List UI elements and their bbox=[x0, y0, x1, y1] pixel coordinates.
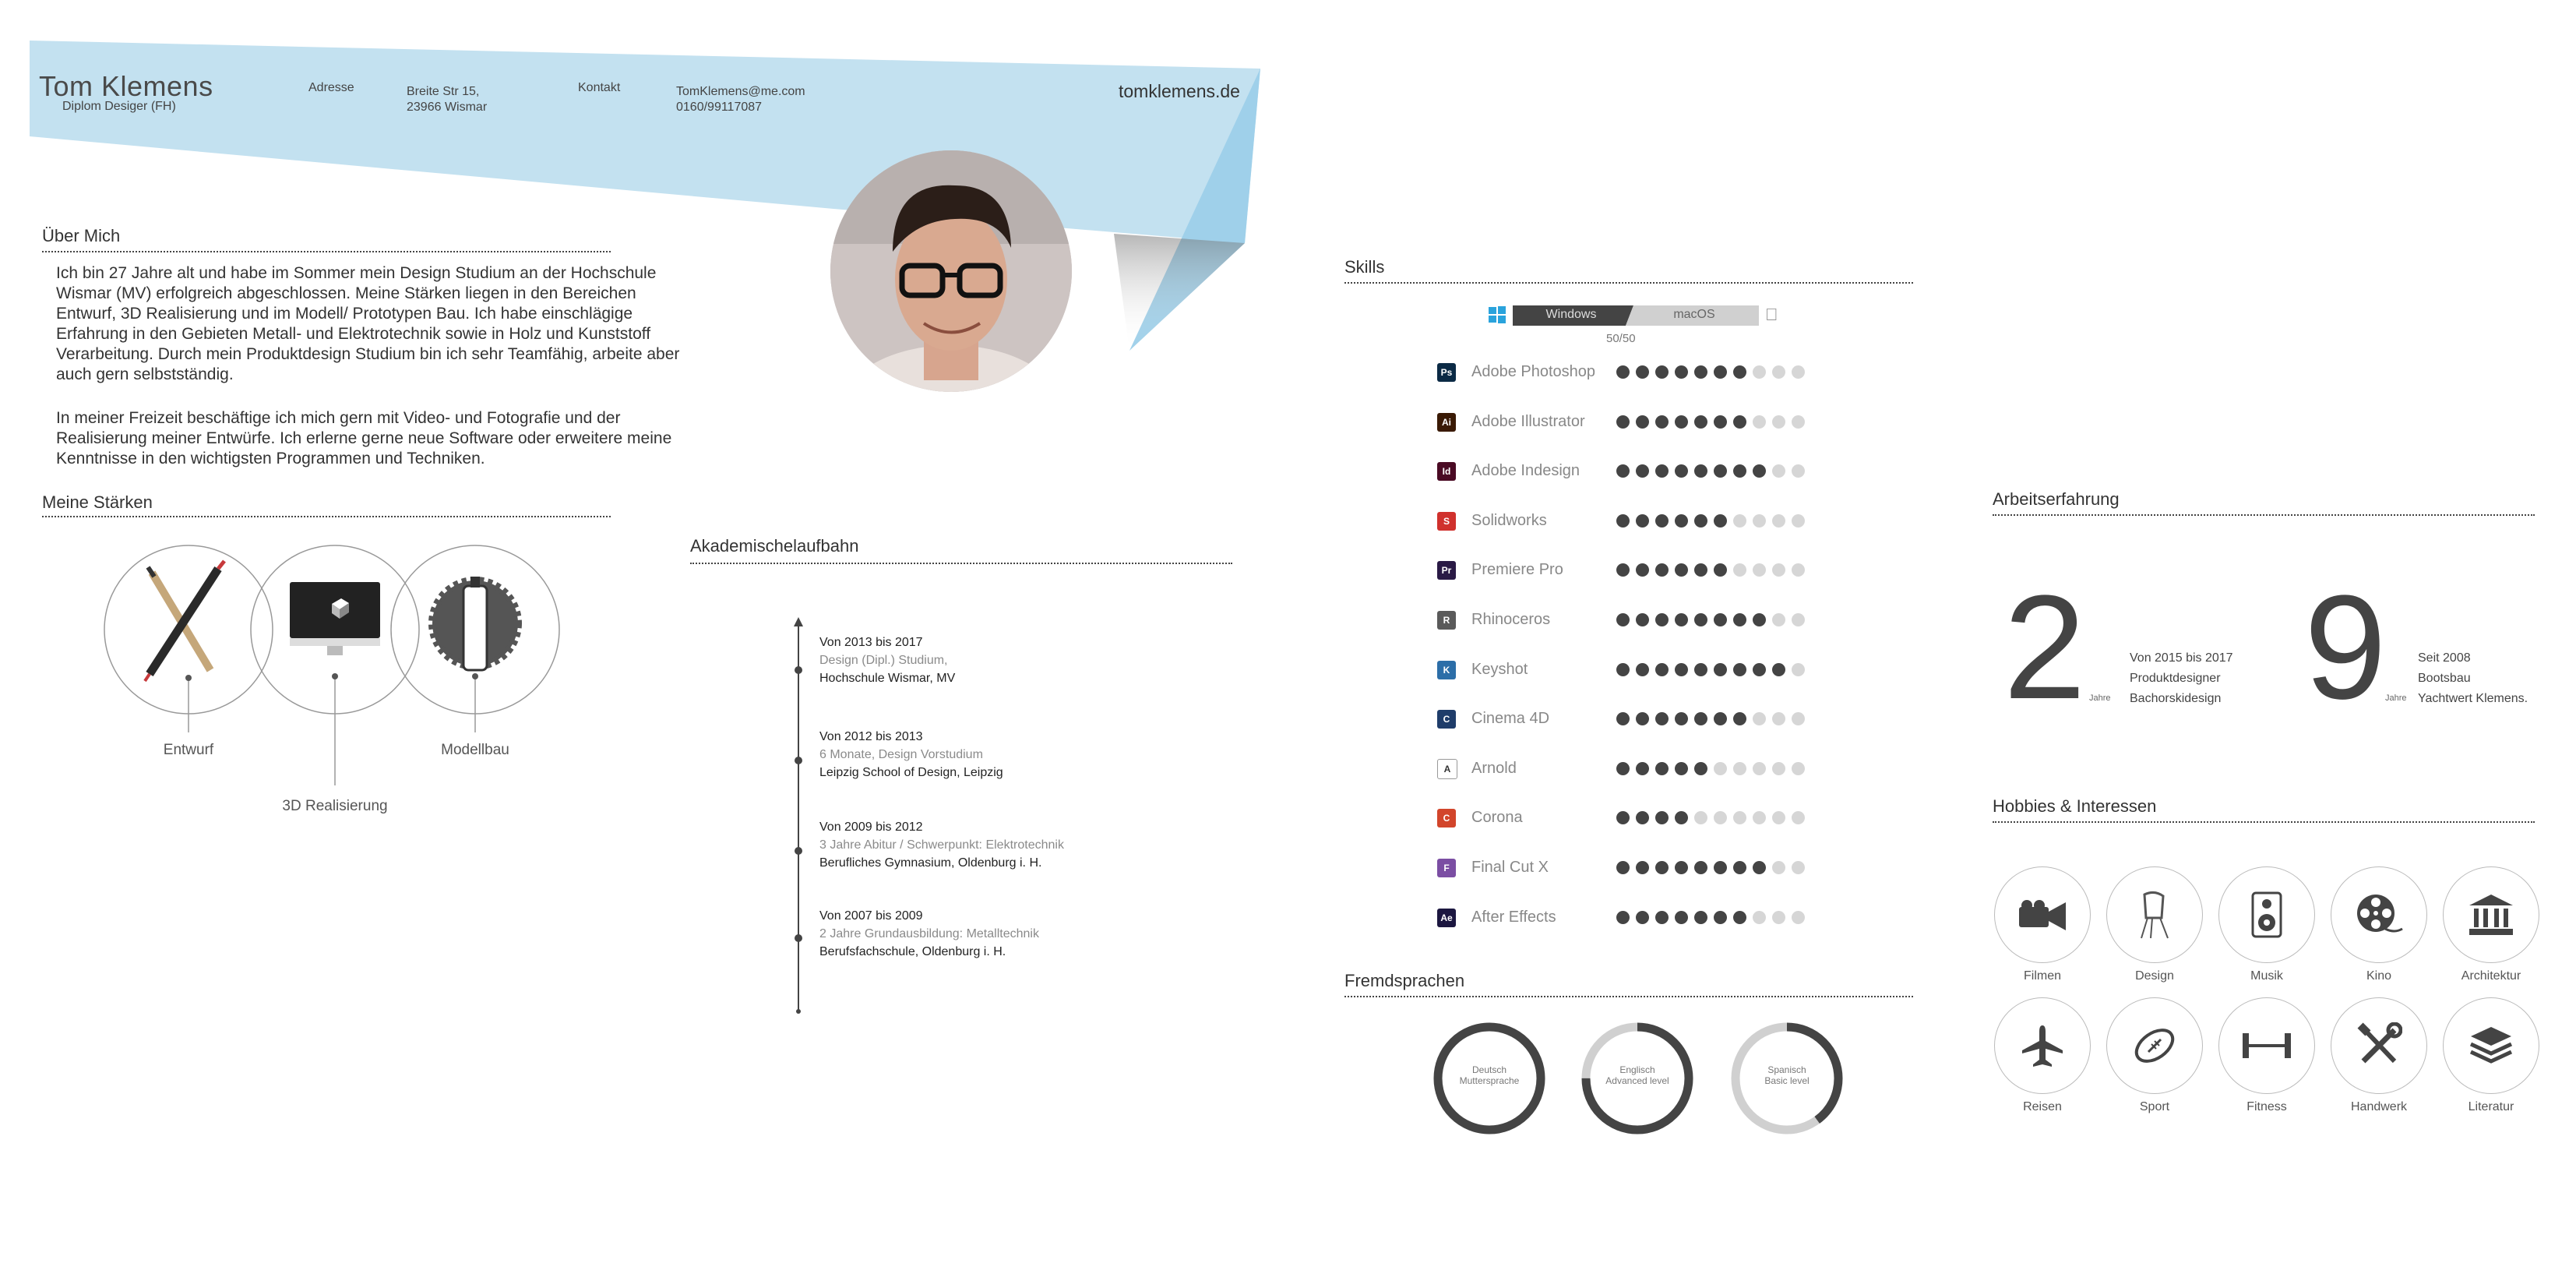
skill-level-dots bbox=[1616, 464, 1805, 478]
skill-dot bbox=[1714, 613, 1727, 626]
skill-name: Adobe Photoshop bbox=[1471, 363, 1596, 380]
skill-level-dots bbox=[1616, 712, 1805, 725]
skill-dot bbox=[1636, 563, 1649, 577]
skill-dot bbox=[1675, 613, 1688, 626]
hobby-architektur: Architektur bbox=[2443, 866, 2539, 983]
skill-dot bbox=[1714, 514, 1727, 528]
skill-dot bbox=[1616, 613, 1630, 626]
skill-dot bbox=[1772, 762, 1785, 775]
film-reel-icon bbox=[2331, 866, 2427, 963]
skill-dot bbox=[1733, 712, 1746, 725]
skill-name: Keyshot bbox=[1471, 661, 1528, 678]
experience-years-2: 9 bbox=[2304, 565, 2387, 730]
hobbies-title: Hobbies & Interessen bbox=[1993, 796, 2157, 816]
skill-name: Cinema 4D bbox=[1471, 710, 1550, 727]
skill-level-dots bbox=[1616, 663, 1805, 676]
skill-dot bbox=[1772, 811, 1785, 824]
arnold-icon: A bbox=[1437, 759, 1457, 779]
skill-dot bbox=[1675, 861, 1688, 874]
skill-dot bbox=[1675, 514, 1688, 528]
skill-level-dots bbox=[1616, 911, 1805, 924]
skill-name: Adobe Illustrator bbox=[1471, 413, 1585, 430]
skill-dot bbox=[1753, 911, 1766, 924]
skill-dot bbox=[1655, 911, 1669, 924]
skill-dot bbox=[1733, 563, 1746, 577]
address-label: Adresse bbox=[308, 81, 354, 94]
hobby-literatur: Literatur bbox=[2443, 997, 2539, 1114]
skill-dot bbox=[1694, 514, 1707, 528]
skill-dot bbox=[1753, 762, 1766, 775]
experience-divider bbox=[1993, 514, 2535, 516]
skill-dot bbox=[1616, 663, 1630, 676]
skill-dot bbox=[1753, 464, 1766, 478]
skill-dot bbox=[1792, 365, 1805, 379]
skill-row bbox=[1437, 360, 1842, 385]
skill-dot bbox=[1655, 514, 1669, 528]
skill-dot bbox=[1714, 464, 1727, 478]
skill-dot bbox=[1714, 762, 1727, 775]
experience-details-1: Von 2015 bis 2017 Produktdesigner Bachorskidesign bbox=[2130, 651, 2233, 705]
email-text[interactable]: TomKlemens@me.com bbox=[676, 85, 805, 98]
skill-dot bbox=[1636, 464, 1649, 478]
skill-dot bbox=[1616, 911, 1630, 924]
skill-dot bbox=[1694, 365, 1707, 379]
hobby-sport: Sport bbox=[2106, 997, 2203, 1114]
skill-row bbox=[1437, 509, 1842, 534]
phone-text[interactable]: 0160/99117087 bbox=[676, 101, 763, 114]
skill-dot bbox=[1714, 365, 1727, 379]
hobby-kino: Kino bbox=[2331, 866, 2427, 983]
skills-title: Skills bbox=[1344, 257, 1385, 277]
premiere-icon: Pr bbox=[1437, 561, 1456, 580]
skill-dot bbox=[1655, 613, 1669, 626]
skill-dot bbox=[1753, 663, 1766, 676]
solidworks-icon: S bbox=[1437, 512, 1456, 531]
skill-dot bbox=[1714, 811, 1727, 824]
skill-dot bbox=[1675, 464, 1688, 478]
skill-dot bbox=[1655, 563, 1669, 577]
airplane-icon bbox=[1994, 997, 2091, 1094]
timeline-line bbox=[787, 616, 810, 1021]
language-englisch: Englisch Advanced level bbox=[1605, 1064, 1669, 1086]
skill-dot bbox=[1655, 663, 1669, 676]
skill-dot bbox=[1772, 613, 1785, 626]
skill-dot bbox=[1733, 762, 1746, 775]
skill-dot bbox=[1733, 663, 1746, 676]
timeline-entry: Von 2007 bis 2009 2 Jahre Grundausbildung: Metalltechnik Berufsfachschule, Oldenburg i. H. bbox=[819, 909, 1039, 958]
skill-dot bbox=[1616, 365, 1630, 379]
skill-dot bbox=[1733, 464, 1746, 478]
skill-dot bbox=[1772, 563, 1785, 577]
skill-row bbox=[1437, 410, 1842, 435]
job-title: Diplom Desiger (FH) bbox=[62, 100, 176, 113]
windows-icon bbox=[1488, 305, 1506, 328]
languages-divider bbox=[1344, 996, 1913, 997]
skill-dot bbox=[1675, 563, 1688, 577]
skill-dot bbox=[1714, 415, 1727, 429]
corona-icon: C bbox=[1437, 809, 1456, 827]
hobby-musik: Musik bbox=[2218, 866, 2315, 983]
skill-dot bbox=[1733, 811, 1746, 824]
keyshot-icon: K bbox=[1437, 661, 1456, 679]
cinema4d-icon: C bbox=[1437, 710, 1456, 729]
experience-details-2: Seit 2008 Bootsbau Yachtwert Klemens. bbox=[2418, 651, 2528, 705]
skill-dot bbox=[1733, 613, 1746, 626]
skill-dot bbox=[1616, 415, 1630, 429]
strength-label-3d: 3D Realisierung bbox=[282, 798, 388, 814]
skill-dot bbox=[1694, 811, 1707, 824]
skill-dot bbox=[1792, 911, 1805, 924]
address-line2: 23966 Wismar bbox=[407, 101, 488, 114]
skill-dot bbox=[1675, 911, 1688, 924]
skill-dot bbox=[1636, 613, 1649, 626]
timeline-entry: Von 2012 bis 2013 6 Monate, Design Vorstudium Leipzig School of Design, Leipzig bbox=[819, 730, 1003, 779]
skill-row bbox=[1437, 608, 1842, 633]
skill-dot bbox=[1753, 811, 1766, 824]
os-mac-label: macOS bbox=[1673, 308, 1715, 321]
building-icon bbox=[2443, 866, 2539, 963]
contact-label: Kontakt bbox=[578, 81, 621, 94]
skill-dot bbox=[1675, 811, 1688, 824]
experience-years-1: 2 bbox=[2003, 565, 2086, 730]
skill-dot bbox=[1792, 563, 1805, 577]
strengths-divider bbox=[42, 516, 611, 517]
chair-icon bbox=[2106, 866, 2203, 963]
skill-dot bbox=[1655, 464, 1669, 478]
skill-dot bbox=[1792, 811, 1805, 824]
skill-dot bbox=[1636, 811, 1649, 824]
skill-dot bbox=[1792, 514, 1805, 528]
monitor-icon bbox=[290, 582, 380, 655]
language-deutsch: Deutsch Muttersprache bbox=[1459, 1064, 1520, 1086]
skill-row bbox=[1437, 707, 1842, 732]
skill-name: Premiere Pro bbox=[1471, 561, 1563, 578]
skill-name: Arnold bbox=[1471, 760, 1517, 777]
skill-dot bbox=[1714, 663, 1727, 676]
academic-divider bbox=[690, 563, 1232, 564]
hobby-reisen: Reisen bbox=[1994, 997, 2091, 1114]
profile-photo bbox=[830, 150, 1072, 392]
os-windows-label: Windows bbox=[1545, 308, 1597, 321]
strengths-graphic bbox=[93, 538, 576, 834]
skill-dot bbox=[1733, 514, 1746, 528]
skill-row bbox=[1437, 658, 1842, 683]
skill-level-dots bbox=[1616, 613, 1805, 626]
experience-title: Arbeitserfahrung bbox=[1993, 489, 2120, 509]
skill-dot bbox=[1792, 861, 1805, 874]
skill-dot bbox=[1694, 712, 1707, 725]
skill-dot bbox=[1772, 365, 1785, 379]
tools-icon bbox=[2331, 997, 2427, 1094]
skill-dot bbox=[1616, 712, 1630, 725]
pencil-icon bbox=[145, 561, 224, 681]
about-title: Über Mich bbox=[42, 226, 121, 245]
skill-dot bbox=[1792, 663, 1805, 676]
skill-dot bbox=[1694, 563, 1707, 577]
skill-dot bbox=[1772, 464, 1785, 478]
skills-divider bbox=[1344, 282, 1913, 284]
skill-level-dots bbox=[1616, 365, 1805, 379]
skill-level-dots bbox=[1616, 514, 1805, 528]
experience-unit-1: Jahre bbox=[2089, 693, 2111, 703]
skill-level-dots bbox=[1616, 811, 1805, 824]
skill-dot bbox=[1636, 762, 1649, 775]
skill-dot bbox=[1655, 365, 1669, 379]
skill-dot bbox=[1714, 563, 1727, 577]
skill-dot bbox=[1733, 861, 1746, 874]
skill-dot bbox=[1714, 712, 1727, 725]
skill-dot bbox=[1792, 762, 1805, 775]
skill-dot bbox=[1636, 663, 1649, 676]
hobby-handwerk: Handwerk bbox=[2331, 997, 2427, 1114]
skill-dot bbox=[1753, 563, 1766, 577]
skill-dot bbox=[1753, 861, 1766, 874]
address-line1: Breite Str 15, bbox=[407, 85, 480, 98]
skill-dot bbox=[1675, 762, 1688, 775]
skill-dot bbox=[1655, 861, 1669, 874]
skill-dot bbox=[1616, 811, 1630, 824]
skill-dot bbox=[1636, 365, 1649, 379]
skill-dot bbox=[1616, 762, 1630, 775]
skill-dot bbox=[1753, 712, 1766, 725]
skill-dot bbox=[1733, 911, 1746, 924]
skill-dot bbox=[1792, 712, 1805, 725]
rhino-icon: R bbox=[1437, 611, 1456, 630]
strength-label-entwurf: Entwurf bbox=[163, 742, 214, 758]
skill-row bbox=[1437, 905, 1842, 930]
skill-name: After Effects bbox=[1471, 909, 1556, 926]
skill-dot bbox=[1616, 514, 1630, 528]
football-icon bbox=[2106, 997, 2203, 1094]
skill-dot bbox=[1733, 365, 1746, 379]
illustrator-icon: Ai bbox=[1437, 413, 1456, 432]
skill-dot bbox=[1675, 415, 1688, 429]
hobbies-divider bbox=[1993, 821, 2535, 823]
experience-unit-2: Jahre bbox=[2385, 693, 2407, 703]
aftereffects-icon: Ae bbox=[1437, 909, 1456, 927]
skill-row bbox=[1437, 806, 1842, 831]
dumbbell-icon bbox=[2218, 997, 2315, 1094]
photoshop-icon: Ps bbox=[1437, 363, 1456, 382]
skill-dot bbox=[1655, 712, 1669, 725]
skill-name: Solidworks bbox=[1471, 512, 1547, 529]
skill-dot bbox=[1636, 861, 1649, 874]
skill-dot bbox=[1694, 663, 1707, 676]
skill-name: Corona bbox=[1471, 809, 1523, 826]
skill-dot bbox=[1675, 365, 1688, 379]
skill-name: Final Cut X bbox=[1471, 859, 1549, 876]
skill-row bbox=[1437, 558, 1842, 583]
skill-name: Rhinoceros bbox=[1471, 611, 1551, 628]
skill-name: Adobe Indesign bbox=[1471, 462, 1580, 479]
strengths-title: Meine Stärken bbox=[42, 492, 153, 512]
indesign-icon: Id bbox=[1437, 462, 1456, 481]
skill-dot bbox=[1655, 811, 1669, 824]
name-heading: Tom Klemens bbox=[39, 70, 213, 102]
skill-dot bbox=[1636, 514, 1649, 528]
skill-dot bbox=[1675, 712, 1688, 725]
skill-dot bbox=[1675, 663, 1688, 676]
skill-dot bbox=[1753, 514, 1766, 528]
skill-dot bbox=[1694, 762, 1707, 775]
skill-dot bbox=[1636, 415, 1649, 429]
skill-dot bbox=[1772, 663, 1785, 676]
about-paragraph-2: In meiner Freizeit beschäftige ich mich gern mit Video- und Fotografie und der Realisierung meiner Entwürfe. Ich erlerne gerne neue Software oder erweitere meine Kenntnisse in den wichtigsten Programmen und Techniken. bbox=[56, 409, 672, 468]
books-icon bbox=[2443, 997, 2539, 1094]
academic-title: Akademischelaufbahn bbox=[690, 536, 859, 556]
skill-dot bbox=[1714, 861, 1727, 874]
skill-dot bbox=[1714, 911, 1727, 924]
skill-dot bbox=[1772, 861, 1785, 874]
timeline-entry: Von 2013 bis 2017 Design (Dipl.) Studium, Hochschule Wismar, MV bbox=[819, 636, 956, 685]
skill-level-dots bbox=[1616, 762, 1805, 775]
skill-level-dots bbox=[1616, 415, 1805, 429]
skill-dot bbox=[1694, 464, 1707, 478]
skill-dot bbox=[1753, 365, 1766, 379]
skill-dot bbox=[1792, 613, 1805, 626]
skill-dot bbox=[1772, 415, 1785, 429]
skill-dot bbox=[1772, 712, 1785, 725]
skill-dot bbox=[1694, 911, 1707, 924]
speaker-icon bbox=[2218, 866, 2315, 963]
skill-dot bbox=[1772, 514, 1785, 528]
timeline-entry: Von 2009 bis 2012 3 Jahre Abitur / Schwerpunkt: Elektrotechnik Berufliches Gymnasium, Oldenburg i. H. bbox=[819, 820, 1064, 870]
skill-dot bbox=[1616, 464, 1630, 478]
hobby-filmen: Filmen bbox=[1994, 866, 2091, 983]
camera-icon bbox=[1994, 866, 2091, 963]
about-divider bbox=[42, 251, 611, 252]
skill-dot bbox=[1792, 415, 1805, 429]
strength-label-modellbau: Modellbau bbox=[441, 742, 509, 758]
os-ratio-text: 50/50 bbox=[1606, 332, 1636, 345]
finalcut-icon: F bbox=[1437, 859, 1456, 877]
skill-dot bbox=[1636, 911, 1649, 924]
skill-dot bbox=[1772, 911, 1785, 924]
skill-dot bbox=[1753, 613, 1766, 626]
skill-dot bbox=[1694, 613, 1707, 626]
languages-title: Fremdsprachen bbox=[1344, 971, 1465, 990]
skill-dot bbox=[1733, 415, 1746, 429]
hobby-design: Design bbox=[2106, 866, 2203, 983]
website-link[interactable]: tomklemens.de bbox=[1119, 81, 1240, 101]
skill-row bbox=[1437, 459, 1842, 484]
skill-row bbox=[1437, 757, 1842, 782]
skill-level-dots bbox=[1616, 861, 1805, 874]
skill-dot bbox=[1792, 464, 1805, 478]
skill-dot bbox=[1616, 563, 1630, 577]
skill-dot bbox=[1616, 861, 1630, 874]
saw-icon bbox=[432, 577, 518, 670]
skill-dot bbox=[1753, 415, 1766, 429]
skill-row bbox=[1437, 856, 1842, 880]
skill-level-dots bbox=[1616, 563, 1805, 577]
skill-dot bbox=[1694, 861, 1707, 874]
skill-dot bbox=[1636, 712, 1649, 725]
about-paragraph-1: Ich bin 27 Jahre alt und habe im Sommer mein Design Studium an der Hochschule Wismar (MV) erfolgreich abgeschlossen. Meine Stärken liegen in den Bereichen Entwurf, 3D Realisierung und im Modell/ Prototypen Bau. Ich habe einschlägige Erfahrung in den Gebieten Metall- und Elektrotechnik sowie in Holz und Kunststoff Verarbeitung. Durch mein Produktdesign Studium bin ich sehr Teamfähig, arbeite aber auch gern selbstständig. bbox=[56, 264, 680, 383]
language-spanisch: Spanisch Basic level bbox=[1764, 1064, 1810, 1086]
skill-dot bbox=[1655, 415, 1669, 429]
skill-dot bbox=[1655, 762, 1669, 775]
apple-icon bbox=[1765, 305, 1778, 325]
skill-dot bbox=[1694, 415, 1707, 429]
hobby-fitness: Fitness bbox=[2218, 997, 2315, 1114]
